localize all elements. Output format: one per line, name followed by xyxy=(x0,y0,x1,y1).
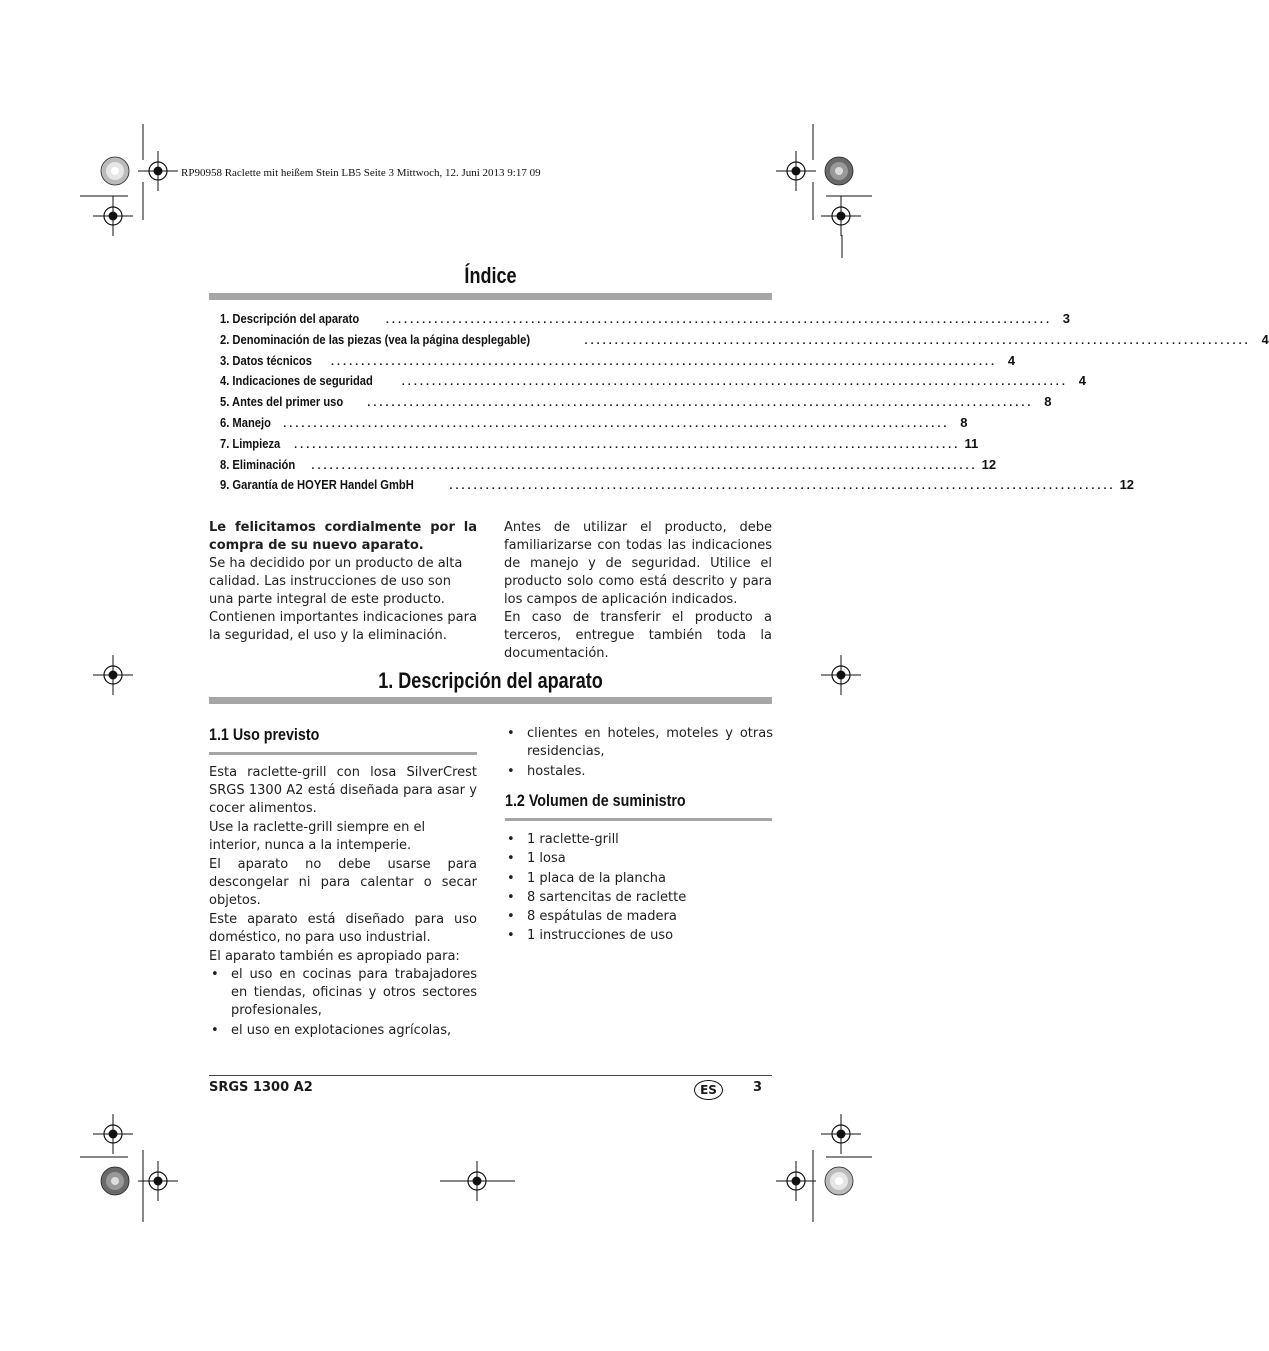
paragraph: El aparato no debe usarse para descongelar ni para calentar o secar objetos. xyxy=(209,857,477,908)
toc-entry[interactable] xyxy=(220,394,1052,415)
list-item: • 1 placa de la plancha xyxy=(505,869,773,888)
volumen-column xyxy=(505,830,773,946)
toc-leader: .............................................................................................................. xyxy=(294,438,961,451)
intro-right-text-1: Antes de utilizar el producto, debe familiarizarse con todas las indicaciones de manejo y de seguridad. Utilice el producto solo como está descrito y para los campos de aplicación indicados. xyxy=(504,520,772,607)
toc-entry[interactable] xyxy=(220,477,1135,498)
toc-page: 3 xyxy=(1062,311,1071,326)
intro-left-column xyxy=(209,519,477,645)
toc-label: 8. Eliminación xyxy=(220,456,296,472)
list-item: • 1 raclette-grill xyxy=(505,830,773,849)
toc-label: 7. Limpieza xyxy=(220,435,281,451)
toc-entry[interactable] xyxy=(220,435,979,457)
toc-label: 4. Indicaciones de seguridad xyxy=(220,373,373,389)
toc-entry[interactable] xyxy=(220,331,1269,353)
toc-entry[interactable] xyxy=(220,456,997,478)
toc-page: 8 xyxy=(960,414,968,430)
toc-label: 1. Descripción del aparato xyxy=(220,311,360,326)
index-title-bar xyxy=(209,293,772,300)
list-item: • 1 instrucciones de uso xyxy=(505,926,773,945)
toc-page: 4 xyxy=(1261,331,1269,347)
footer-model: SRGS 1300 A2 xyxy=(209,1080,313,1095)
section-title: 1. Descripción del aparato xyxy=(378,668,603,693)
toc-entry[interactable] xyxy=(220,414,968,436)
bullet-list xyxy=(505,830,773,946)
bullet-list xyxy=(505,725,773,781)
toc-entry[interactable] xyxy=(220,352,1016,374)
list-item: • clientes en hoteles, moteles y otras residencias, xyxy=(505,725,773,761)
subsection-bar xyxy=(505,818,772,821)
bullet-list xyxy=(209,966,477,1040)
toc-leader: .............................................................................................................. xyxy=(330,355,998,368)
toc-entry[interactable] xyxy=(220,373,1086,394)
toc-page: 8 xyxy=(1044,394,1052,410)
subsection-bar xyxy=(209,752,477,755)
paragraph: El aparato también es apropiado para: xyxy=(209,949,460,964)
subsection-title-uso-previsto: 1.1 Uso previsto xyxy=(209,725,320,744)
subsection-title-volumen: 1.2 Volumen de suministro xyxy=(505,791,686,810)
list-item: • 8 sartencitas de raclette xyxy=(505,888,773,907)
toc-page: 12 xyxy=(1119,477,1135,493)
toc-leader: .............................................................................................................. xyxy=(385,314,1053,326)
toc-page: 4 xyxy=(1078,373,1086,389)
toc-label: 2. Denominación de las piezas (vea la página desplegable) xyxy=(220,331,531,347)
toc-entry[interactable] xyxy=(220,311,1071,332)
uso-previsto-left-column xyxy=(209,764,477,1041)
intro-right-text-2: En caso de transferir el producto a terceros, entregue también toda la documentación. xyxy=(504,610,772,661)
paragraph: Este aparato está diseñado para uso doméstico, no para uso industrial. xyxy=(209,912,477,945)
table-of-contents xyxy=(220,311,1269,498)
language-badge: ES xyxy=(694,1080,723,1100)
intro-right-column xyxy=(504,519,772,663)
footer-rule xyxy=(209,1075,772,1076)
intro-congrats: Le felicitamos cordialmente por la compra de su nuevo aparato. xyxy=(209,520,477,553)
paragraph: Esta raclette-grill con losa SilverCrest SRGS 1300 A2 está diseñada para asar y cocer alimentos. xyxy=(209,765,477,816)
list-item: • hostales. xyxy=(505,763,773,781)
toc-leader: .............................................................................................................. xyxy=(401,376,1068,389)
paragraph: Use la raclette-grill siempre en el interior, nunca a la intemperie. xyxy=(209,820,426,853)
toc-leader: .............................................................................................................. xyxy=(283,417,950,430)
toc-label: 5. Antes del primer uso xyxy=(220,394,344,410)
toc-page: 12 xyxy=(981,456,997,472)
toc-page: 4 xyxy=(1007,352,1016,368)
list-item: • el uso en cocinas para trabajadores en tiendas, oficinas y otros sectores profesionales, xyxy=(209,966,477,1020)
section-title-bar xyxy=(209,697,772,704)
toc-leader: .............................................................................................................. xyxy=(584,334,1251,347)
page-number: 3 xyxy=(753,1080,763,1095)
toc-leader: .............................................................................................................. xyxy=(311,459,978,472)
uso-previsto-right-column xyxy=(505,725,773,782)
index-title: Índice xyxy=(464,263,517,288)
list-item: • 8 espátulas de madera xyxy=(505,907,773,926)
print-header: RP90958 Raclette mit heißem Stein LB5 Seite 3 Mittwoch, 12. Juni 2013 9:17 09 xyxy=(181,167,541,179)
list-item: • 1 losa xyxy=(505,849,773,868)
intro-left-text: Se ha decidido por un producto de alta calidad. Las instrucciones de uso son una parte integral de este producto. Contienen importantes indicaciones para la seguridad, el uso y la eliminación. xyxy=(209,556,477,643)
list-item: • el uso en explotaciones agrícolas, xyxy=(209,1022,477,1040)
toc-leader: .............................................................................................................. xyxy=(449,480,1116,493)
toc-label: 6. Manejo xyxy=(220,414,271,430)
toc-leader: .............................................................................................................. xyxy=(367,397,1034,410)
toc-label: 3. Datos técnicos xyxy=(220,352,312,368)
toc-page: 11 xyxy=(964,435,979,451)
toc-label: 9. Garantía de HOYER Handel GmbH xyxy=(220,477,414,493)
